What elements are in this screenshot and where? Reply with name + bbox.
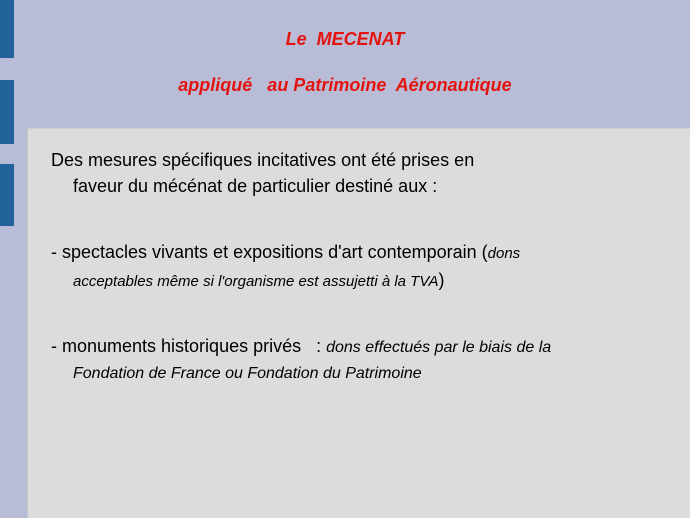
intro-paragraph — [51, 147, 474, 199]
bullet-spectacles — [51, 239, 520, 295]
bullet-spectacles-line-2 — [51, 267, 520, 295]
title-line-1: Le MECENAT — [285, 29, 405, 49]
bullet-spectacles-main: - spectacles vivants et expositions d'art contemporain ( — [51, 242, 488, 262]
slide-title — [0, 0, 690, 128]
title-line-2: appliqué au Patrimoine Aéronautique — [178, 75, 512, 95]
bullet-monuments — [51, 333, 551, 387]
bullet-monuments-main: - monuments historiques privés : — [51, 336, 327, 356]
intro-line-2: faveur du mécénat de particulier destiné aux : — [73, 176, 438, 196]
bullet-monuments-note-1: dons effectués par le biais de la — [326, 339, 552, 356]
intro-line-1: Des mesures spécifiques incitatives ont été prises en — [51, 150, 475, 170]
accent-bar-bottom — [0, 164, 14, 226]
bullet-spectacles-note-1: dons — [487, 245, 521, 262]
bullet-spectacles-note-2: acceptables même si l'organisme est assujetti à la TVA — [73, 273, 439, 290]
bullet-monuments-note-2: Fondation de France ou Fondation du Patrimoine — [73, 365, 422, 382]
bullet-spectacles-close: ) — [438, 270, 445, 290]
